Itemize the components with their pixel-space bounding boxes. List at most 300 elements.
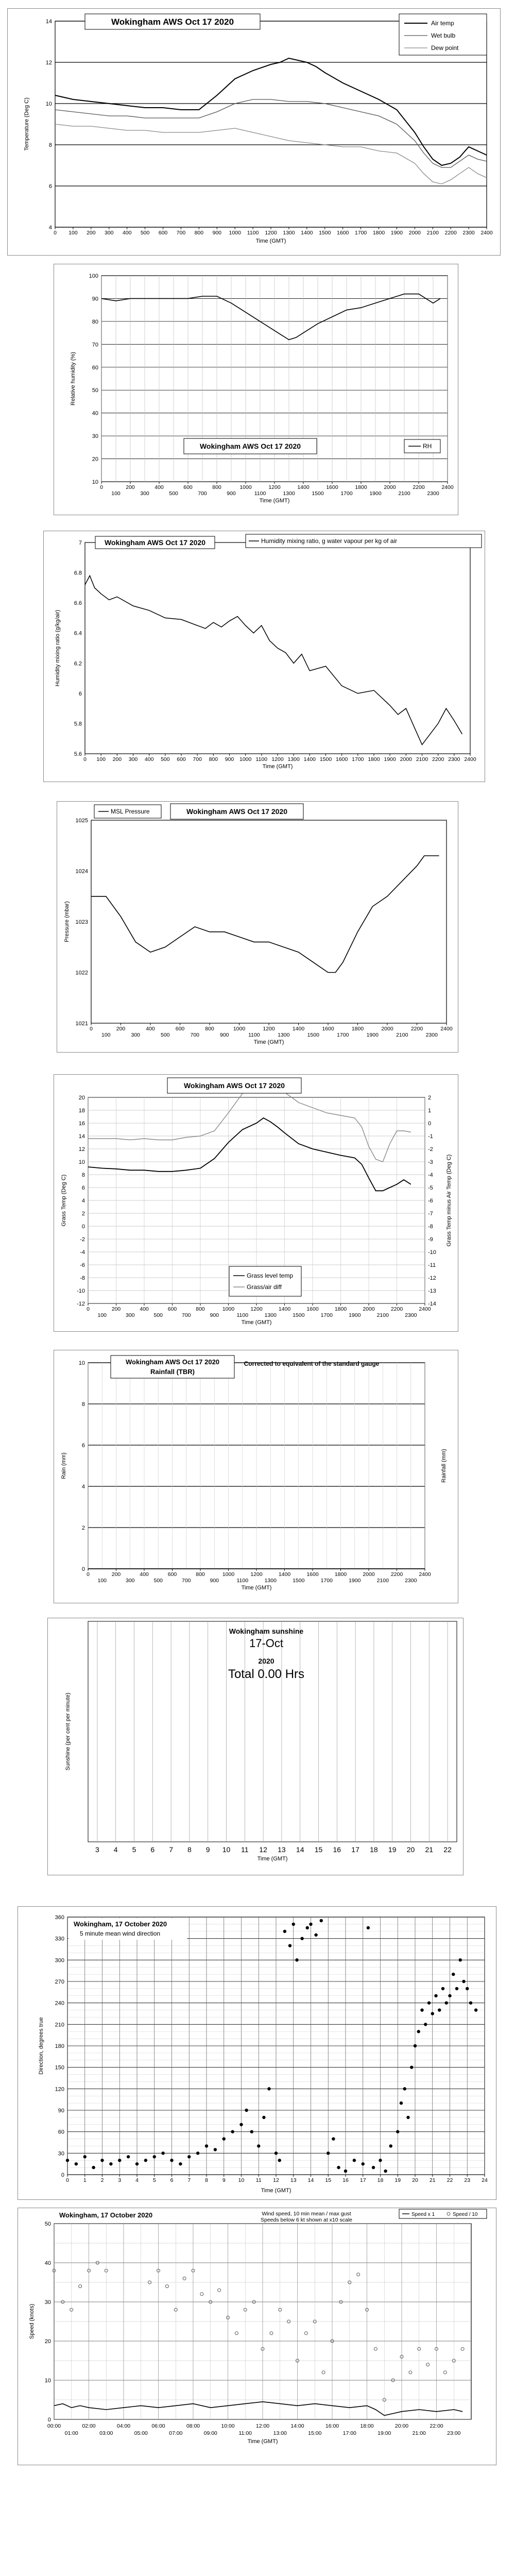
x-tick-label: 2300 [405, 1312, 417, 1318]
y-tick-label: 40 [92, 410, 98, 417]
chart-title: Wokingham, 17 October 2020 [74, 1920, 167, 1928]
y-tick-label: -10 [77, 1288, 85, 1294]
data-point [406, 2116, 409, 2119]
y-tick-label: 30 [44, 2299, 51, 2306]
x-tick-label: 17 [351, 1845, 359, 1854]
x-tick-label: 22 [447, 2177, 453, 2183]
x-tick-label: 1700 [354, 230, 367, 236]
x-tick-label: 13 [278, 1845, 286, 1854]
x-tick-label: 10:00 [221, 2423, 235, 2429]
x-tick-label: 23 [464, 2177, 471, 2183]
y-tick-label: 7 [78, 540, 82, 546]
x-tick-label: 1600 [336, 230, 349, 236]
y-axis-label: Relative humidity (%) [70, 352, 76, 405]
x-tick-label: 20:00 [394, 2423, 409, 2429]
data-point [427, 2001, 431, 2004]
y-tick-label: 6.8 [74, 570, 82, 577]
data-point [372, 2166, 375, 2169]
x-tick-label: 0 [66, 2177, 69, 2183]
x-tick-label: 200 [116, 1026, 126, 1032]
y-tick-label: 6 [78, 690, 82, 697]
y-axis-label: Temperature (Deg C) [24, 97, 30, 151]
x-tick-label: 1100 [255, 756, 268, 762]
x-tick-label: 18:00 [360, 2423, 374, 2429]
data-point [153, 2155, 156, 2158]
data-point [144, 2159, 147, 2162]
x-tick-label: 1200 [271, 756, 284, 762]
data-point [170, 2159, 173, 2162]
data-point [66, 2159, 69, 2162]
x-tick-label: 900 [227, 490, 236, 497]
x-tick-label: 1600 [306, 1306, 319, 1312]
x-tick-label: 1100 [236, 1312, 249, 1318]
y-tick-label: 12 [45, 60, 52, 66]
x-tick-label: 500 [153, 1312, 163, 1318]
x-tick-label: 2400 [440, 1026, 453, 1032]
wind-speed-chart-svg [18, 2208, 497, 2466]
x-tick-label: 1100 [247, 230, 259, 236]
data-point [445, 2001, 448, 2004]
y2-tick-label: 2 [428, 1095, 432, 1101]
chart-title: Wokingham AWS Oct 17 2020 [186, 807, 288, 816]
x-tick-label: 100 [97, 1578, 107, 1584]
x-axis-label: Time (GMT) [259, 498, 290, 504]
y2-tick-label: -7 [428, 1211, 433, 1217]
y-axis-label: Direction, degrees true [38, 2017, 44, 2075]
legend-box [229, 1266, 301, 1296]
sunshine-total: Total 0.00 Hrs [228, 1667, 305, 1681]
data-point [417, 2030, 420, 2033]
x-tick-label: 1400 [292, 1026, 305, 1032]
x-tick-label: 2000 [381, 1026, 393, 1032]
x-tick-label: 2400 [419, 1306, 431, 1312]
plot-area [91, 820, 447, 1023]
y-tick-label: 30 [92, 433, 98, 440]
x-tick-label: 12:00 [255, 2423, 270, 2429]
data-point [250, 2130, 253, 2133]
y2-tick-label: -12 [428, 1275, 436, 1281]
data-point [424, 2023, 427, 2026]
pressure-chart [57, 801, 458, 1053]
y2-tick-label: -4 [428, 1172, 433, 1178]
x-tick-label: 11:00 [238, 2430, 252, 2436]
chart-subtitle: 5 minute mean wind direction [80, 1930, 161, 1937]
x-tick-label: 1900 [349, 1578, 361, 1584]
data-point [300, 1937, 303, 1940]
x-tick-label: 700 [176, 230, 186, 236]
data-point [83, 2155, 87, 2158]
legend-label: Speed x 1 [411, 2212, 435, 2217]
y2-tick-label: -13 [428, 1288, 436, 1294]
x-tick-label: 2400 [480, 230, 493, 236]
x-tick-label: 0 [90, 1026, 93, 1032]
y-tick-label: 30 [58, 2150, 64, 2157]
x-tick-label: 1800 [372, 230, 385, 236]
x-tick-label: 19 [394, 2177, 401, 2183]
y-axis-label: Rain (mm) [61, 1452, 67, 1479]
data-point [283, 1930, 286, 1933]
x-tick-label: 800 [196, 1306, 205, 1312]
chart-date: 17-Oct [249, 1637, 284, 1650]
data-point [187, 2155, 191, 2158]
y2-tick-label: -3 [428, 1159, 433, 1165]
data-point [379, 2159, 382, 2162]
x-tick-label: 2200 [432, 756, 444, 762]
data-point [306, 1926, 309, 1929]
chart-subtitle: Wind speed, 10 min mean / max gust [262, 2211, 351, 2217]
x-tick-label: 2000 [363, 1306, 375, 1312]
y-tick-label: -4 [80, 1249, 85, 1256]
x-tick-label: 1600 [335, 756, 348, 762]
x-tick-label: 600 [167, 1571, 177, 1578]
data-point [384, 2170, 387, 2173]
x-tick-label: 800 [196, 1571, 205, 1578]
x-tick-label: 7 [169, 1845, 173, 1854]
x-tick-label: 3 [95, 1845, 99, 1854]
data-point [278, 2159, 281, 2162]
y-tick-label: 6 [81, 1185, 85, 1191]
x-tick-label: 2200 [390, 1306, 403, 1312]
x-tick-label: 9 [205, 1845, 210, 1854]
data-point [332, 2137, 335, 2140]
x-axis-label: Time (GMT) [257, 1856, 288, 1862]
x-tick-label: 300 [140, 490, 149, 497]
chart-title: Wokingham AWS Oct 17 2020 [125, 1358, 220, 1366]
x-tick-label: 00:00 [47, 2423, 61, 2429]
x-tick-label: 2000 [384, 484, 396, 490]
y-tick-label: 90 [92, 296, 98, 302]
x-tick-label: 07:00 [169, 2430, 183, 2436]
x-tick-label: 1800 [334, 1571, 347, 1578]
x-tick-label: 1400 [303, 756, 316, 762]
x-tick-label: 1200 [250, 1306, 263, 1312]
x-tick-label: 1900 [349, 1312, 361, 1318]
data-point [396, 2130, 399, 2133]
x-tick-label: 11 [255, 2177, 262, 2183]
chart-title: Wokingham AWS Oct 17 2020 [104, 538, 206, 547]
x-tick-label: 800 [209, 756, 218, 762]
data-point [135, 2162, 139, 2165]
y2-tick-label: 1 [428, 1108, 432, 1114]
x-tick-label: 01:00 [64, 2430, 78, 2436]
y2-tick-label: -6 [428, 1198, 433, 1204]
y-tick-label: 6 [48, 183, 52, 190]
x-tick-label: 2100 [398, 490, 410, 497]
y-tick-label: 1023 [75, 919, 88, 925]
y-tick-label: 20 [78, 1095, 85, 1101]
legend-label: Grass level temp [247, 1272, 294, 1279]
y-axis-label: Sunshine (per cent per minute) [65, 1692, 71, 1771]
y-tick-label: 20 [44, 2338, 51, 2345]
y-tick-label: 1025 [75, 818, 88, 824]
data-point [459, 1958, 462, 1961]
data-point [455, 1987, 458, 1990]
x-tick-label: 05:00 [134, 2430, 148, 2436]
data-point [431, 2012, 434, 2015]
x-tick-label: 600 [177, 756, 186, 762]
x-tick-label: 800 [212, 484, 221, 490]
x-tick-label: 8 [205, 2177, 208, 2183]
x-tick-label: 9 [222, 2177, 226, 2183]
x-tick-label: 400 [122, 230, 132, 236]
x-tick-label: 02:00 [82, 2423, 96, 2429]
data-point [239, 2123, 243, 2126]
y-tick-label: 50 [92, 387, 98, 394]
x-tick-label: 1800 [368, 756, 380, 762]
x-tick-label: 1300 [287, 756, 300, 762]
x-tick-label: 11 [241, 1845, 249, 1854]
x-tick-label: 1900 [384, 756, 396, 762]
y-tick-label: 1021 [75, 1021, 88, 1027]
x-tick-label: 23:00 [447, 2430, 461, 2436]
x-tick-label: 1400 [301, 230, 313, 236]
y-axis-label: Speed (knots) [29, 2303, 35, 2340]
grass-temp-chart-svg [54, 1075, 459, 1332]
x-tick-label: 21:00 [412, 2430, 426, 2436]
x-tick-label: 15 [314, 1845, 323, 1854]
x-tick-label: 17 [359, 2177, 366, 2183]
x-tick-label: 4 [113, 1845, 118, 1854]
x-tick-label: 1300 [264, 1578, 277, 1584]
wind-direction-chart-svg [18, 1907, 497, 2200]
x-tick-label: 1000 [239, 756, 252, 762]
y2-tick-label: -1 [428, 1133, 433, 1140]
y2-tick-label: -14 [428, 1301, 436, 1307]
x-tick-label: 15 [325, 2177, 332, 2183]
x-tick-label: 400 [154, 484, 164, 490]
y-tick-label: 90 [58, 2108, 64, 2114]
y-tick-label: 180 [55, 2043, 64, 2049]
data-point [400, 2102, 403, 2105]
x-tick-label: 200 [126, 484, 135, 490]
y-tick-label: 4 [81, 1198, 85, 1204]
x-tick-label: 1500 [307, 1032, 319, 1038]
data-point [267, 2087, 270, 2090]
y-tick-label: 4 [48, 225, 52, 231]
x-tick-label: 1800 [355, 484, 367, 490]
x-tick-label: 400 [140, 1306, 149, 1312]
mixing-ratio-chart [43, 531, 485, 782]
x-tick-label: 3 [118, 2177, 122, 2183]
data-point [75, 2162, 78, 2165]
x-tick-label: 600 [175, 1026, 185, 1032]
x-tick-label: 900 [219, 1032, 229, 1038]
y-tick-label: 6.2 [74, 660, 82, 667]
data-point [161, 2151, 164, 2155]
y-tick-label: 100 [89, 273, 98, 279]
x-tick-label: 12 [273, 2177, 279, 2183]
x-tick-label: 1500 [293, 1578, 305, 1584]
x-tick-label: 1000 [222, 1571, 235, 1578]
x-tick-label: 1 [83, 2177, 87, 2183]
x-tick-label: 2400 [464, 756, 476, 762]
y-tick-label: 270 [55, 1979, 64, 1985]
x-tick-label: 400 [146, 1026, 155, 1032]
x-tick-label: 300 [125, 1578, 135, 1584]
x-tick-label: 200 [111, 1571, 121, 1578]
data-point [327, 2151, 330, 2155]
x-axis-label: Time (GMT) [247, 2438, 278, 2445]
x-tick-label: 500 [140, 230, 150, 236]
x-tick-label: 1200 [268, 484, 281, 490]
x-tick-label: 8 [187, 1845, 192, 1854]
y-tick-label: 10 [78, 1159, 85, 1165]
data-point [231, 2130, 234, 2133]
x-tick-label: 600 [158, 230, 168, 236]
y-tick-label: 8 [81, 1401, 85, 1408]
data-point [474, 2008, 477, 2011]
data-point [92, 2166, 95, 2169]
chart-subtitle: Speeds below 6 kt shown at x10 scale [260, 2217, 353, 2223]
x-tick-label: 2100 [376, 1578, 389, 1584]
data-point [127, 2155, 130, 2158]
x-tick-label: 500 [153, 1578, 163, 1584]
x-tick-label: 1700 [320, 1312, 333, 1318]
x-tick-label: 08:00 [186, 2423, 200, 2429]
x-tick-label: 1900 [366, 1032, 379, 1038]
data-point [434, 1994, 437, 1997]
x-tick-label: 1500 [293, 1312, 305, 1318]
x-tick-label: 1700 [352, 756, 364, 762]
x-tick-label: 0 [87, 1306, 90, 1312]
x-tick-label: 14:00 [290, 2423, 304, 2429]
legend-label: Wet bulb [431, 32, 456, 39]
x-tick-label: 1200 [265, 230, 277, 236]
y-tick-label: -12 [77, 1301, 85, 1307]
x-tick-label: 700 [193, 756, 202, 762]
y-tick-label: 210 [55, 2022, 64, 2028]
x-tick-label: 6 [150, 1845, 155, 1854]
x-tick-label: 0 [87, 1571, 90, 1578]
x-tick-label: 1400 [278, 1306, 291, 1312]
x-tick-label: 15:00 [308, 2430, 322, 2436]
data-point [262, 2116, 265, 2119]
chart-title: Wokingham AWS Oct 17 2020 [199, 442, 301, 451]
data-point [420, 2008, 423, 2011]
y-tick-label: 1022 [75, 970, 88, 976]
chart-title: Wokingham AWS Oct 17 2020 [111, 17, 234, 27]
temperature-chart [7, 8, 501, 256]
y-tick-label: 330 [55, 1936, 64, 1942]
y2-tick-label: -8 [428, 1224, 433, 1230]
data-point [410, 2065, 413, 2069]
data-point [109, 2162, 112, 2165]
y-tick-label: 14 [78, 1133, 85, 1140]
temperature-chart-svg [8, 9, 501, 256]
x-tick-label: 1800 [351, 1026, 364, 1032]
x-tick-label: 1200 [250, 1571, 263, 1578]
x-tick-label: 1500 [319, 756, 332, 762]
chart-note: Corrected to equivalent of the standard gauge [244, 1360, 380, 1367]
y-tick-label: 8 [48, 142, 52, 148]
x-tick-label: 18 [370, 1845, 378, 1854]
y2-tick-label: -11 [428, 1262, 436, 1268]
y-tick-label: 4 [81, 1484, 85, 1490]
y-tick-label: 8 [81, 1172, 85, 1178]
x-axis-label: Time (GMT) [241, 1585, 272, 1591]
y-tick-label: 0 [81, 1224, 85, 1230]
x-tick-label: 2300 [427, 490, 439, 497]
x-tick-label: 300 [128, 756, 138, 762]
x-tick-label: 1600 [306, 1571, 319, 1578]
x-tick-label: 100 [97, 1312, 107, 1318]
data-point [205, 2144, 208, 2147]
x-tick-label: 800 [194, 230, 204, 236]
rainfall-chart-svg [54, 1350, 459, 1604]
plot-area [88, 1621, 457, 1842]
x-tick-label: 1400 [278, 1571, 291, 1578]
x-tick-label: 14 [307, 2177, 314, 2183]
x-tick-label: 1900 [369, 490, 382, 497]
x-tick-label: 100 [101, 1032, 111, 1038]
y-tick-label: 50 [44, 2221, 51, 2227]
x-tick-label: 21 [425, 1845, 434, 1854]
x-tick-label: 1000 [229, 230, 241, 236]
x-tick-label: 2300 [425, 1032, 438, 1038]
x-tick-label: 900 [212, 230, 222, 236]
x-tick-label: 800 [205, 1026, 214, 1032]
x-tick-label: 13 [290, 2177, 297, 2183]
x-tick-label: 2100 [426, 230, 439, 236]
x-tick-label: 2200 [413, 484, 425, 490]
y-tick-label: 12 [78, 1146, 85, 1153]
x-tick-label: 200 [112, 756, 122, 762]
x-tick-label: 200 [111, 1306, 121, 1312]
x-tick-label: 16 [342, 2177, 349, 2183]
x-tick-label: 04:00 [116, 2423, 131, 2429]
x-tick-label: 1000 [239, 484, 252, 490]
rainfall-chart [54, 1350, 458, 1603]
sunshine-chart-svg [48, 1618, 464, 1876]
x-tick-label: 0 [54, 230, 57, 236]
x-tick-label: 2 [100, 2177, 104, 2183]
x-tick-label: 1100 [254, 490, 266, 497]
x-tick-label: 2000 [408, 230, 421, 236]
x-tick-label: 06:00 [151, 2423, 165, 2429]
data-point [353, 2159, 356, 2162]
x-tick-label: 0 [83, 756, 87, 762]
x-tick-label: 900 [210, 1578, 219, 1584]
x-axis-label: Time (GMT) [241, 1319, 272, 1326]
x-tick-label: 1200 [263, 1026, 275, 1032]
x-tick-label: 20 [412, 2177, 418, 2183]
x-tick-label: 1700 [340, 490, 353, 497]
x-tick-label: 2200 [390, 1571, 403, 1578]
x-tick-label: 03:00 [99, 2430, 113, 2436]
data-point [389, 2144, 392, 2147]
x-tick-label: 1700 [320, 1578, 333, 1584]
y2-axis-label: Rainfall (mm) [441, 1449, 447, 1483]
data-point [274, 2151, 278, 2155]
humidity-chart-svg [54, 264, 459, 516]
x-tick-label: 1000 [222, 1306, 235, 1312]
x-tick-label: 700 [181, 1578, 191, 1584]
x-tick-label: 16 [333, 1845, 341, 1854]
y-tick-label: 0 [81, 1566, 85, 1572]
data-point [118, 2159, 121, 2162]
x-tick-label: 2000 [363, 1571, 375, 1578]
chart-title: Wokingham AWS Oct 17 2020 [183, 1081, 285, 1090]
data-point [292, 1923, 295, 1926]
x-tick-label: 1300 [283, 230, 295, 236]
data-point [403, 2087, 406, 2090]
y-tick-label: 10 [92, 479, 98, 485]
y2-tick-label: -10 [428, 1249, 436, 1256]
data-point [469, 2001, 472, 2004]
x-tick-label: 18 [377, 2177, 384, 2183]
y2-tick-label: -5 [428, 1185, 433, 1191]
y-tick-label: 360 [55, 1914, 64, 1921]
